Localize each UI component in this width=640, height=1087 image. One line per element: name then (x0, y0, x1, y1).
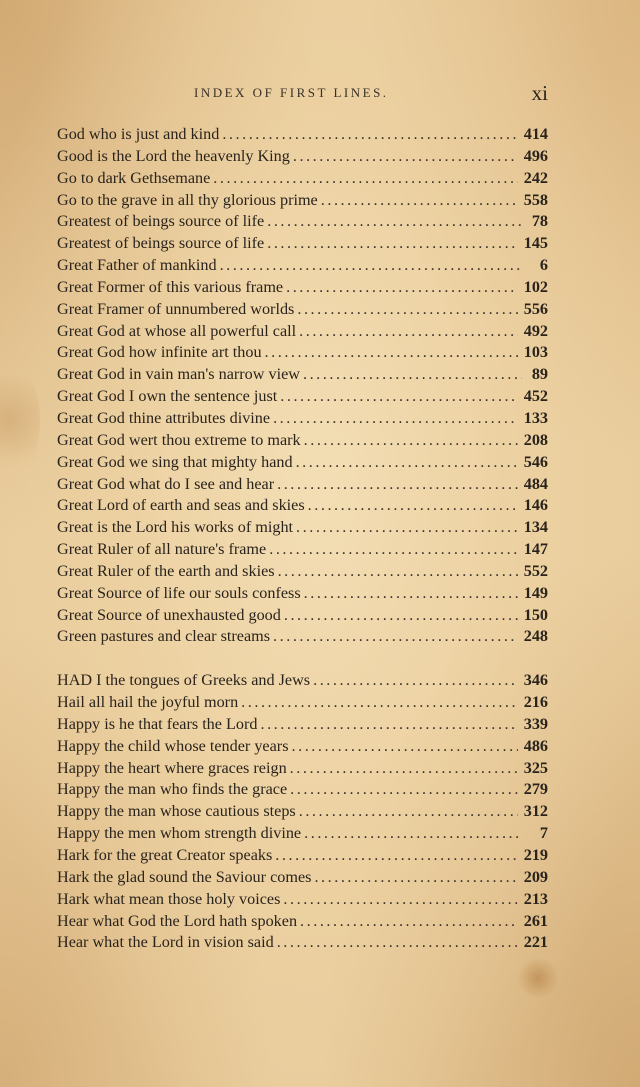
index-entry (57, 780, 548, 802)
dot-leader (296, 453, 518, 472)
first-line-text: Hear what God the Lord hath spoken (57, 911, 298, 930)
dot-leader (300, 912, 518, 931)
index-section (57, 671, 548, 955)
dot-leader (280, 387, 517, 406)
dot-leader (304, 824, 522, 843)
hymn-page-number: 261 (523, 911, 548, 930)
index-entry (57, 191, 548, 213)
dot-leader (273, 409, 518, 428)
first-line-text: Great God in vain man's narrow view (57, 365, 300, 384)
dot-leader (277, 475, 518, 494)
first-line-text: Greatest of beings source of life (57, 234, 265, 253)
paper-stain (516, 958, 560, 998)
hymn-page-number: 133 (523, 408, 548, 427)
first-line-text: HAD I the tongues of Greeks and Jews (57, 671, 311, 690)
index-entry (57, 606, 548, 628)
first-line-text: Great God thine attributes divine (57, 408, 271, 427)
hymn-page-number: 552 (523, 561, 548, 580)
index-entry (57, 125, 548, 147)
dot-leader (304, 431, 518, 450)
first-line-text: Good is the Lord the heavenly King (57, 146, 290, 165)
hymn-page-number: 134 (523, 518, 548, 537)
hymn-page-number: 150 (523, 605, 548, 624)
hymn-page-number: 414 (523, 125, 548, 143)
hymn-page-number: 325 (523, 758, 548, 777)
index-entry (57, 671, 548, 693)
dot-leader (286, 278, 518, 297)
hymn-page-number: 7 (539, 824, 548, 843)
dot-leader (277, 933, 518, 952)
index-entry (57, 802, 548, 824)
first-line-text: Hark the glad sound the Saviour comes (57, 867, 312, 886)
index-section (57, 125, 548, 649)
index-entry (57, 409, 548, 431)
hymn-page-number: 103 (523, 343, 548, 362)
running-title: INDEX OF FIRST LINES. (194, 85, 389, 100)
index-entry (57, 475, 548, 497)
dot-leader (220, 256, 522, 275)
first-line-text: Great Father of mankind (57, 256, 217, 275)
first-line-text: Happy the heart where graces reign (57, 758, 287, 777)
first-line-text: Great Source of life our souls confess (57, 583, 301, 602)
hymn-page-number: 492 (523, 321, 548, 340)
hymn-page-number: 452 (523, 387, 548, 406)
hymn-page-number: 242 (523, 168, 548, 187)
hymn-page-number: 248 (523, 627, 548, 646)
index-entry (57, 737, 548, 759)
dot-leader (284, 606, 518, 625)
index-entry (57, 147, 548, 169)
index-entry (57, 846, 548, 868)
hymn-page-number: 149 (523, 583, 548, 602)
dot-leader (241, 693, 518, 712)
hymn-page-number: 208 (523, 430, 548, 449)
first-line-text: Hark what mean those holy voices (57, 889, 281, 908)
index-entry (57, 890, 548, 912)
index-entry (57, 518, 548, 540)
hymn-page-number: 556 (523, 299, 548, 318)
hymn-page-number: 484 (523, 474, 548, 493)
first-line-text: Green pastures and clear streams (57, 627, 271, 646)
hymn-page-number: 213 (523, 889, 548, 908)
index-entry (57, 693, 548, 715)
paper-stain (0, 360, 40, 480)
first-line-text: Hark for the great Creator speaks (57, 846, 273, 864)
dot-leader (275, 846, 517, 865)
hymn-page-number: 486 (523, 736, 548, 755)
index-entry (57, 343, 548, 365)
dot-leader (260, 715, 517, 734)
first-line-text: Great Ruler of the earth and skies (57, 561, 275, 580)
index-entry (57, 431, 548, 453)
index-entry (57, 824, 548, 846)
hymn-page-number: 89 (531, 365, 548, 384)
first-line-text: Hail all hail the joyful morn (57, 693, 239, 712)
dot-leader (267, 234, 518, 253)
first-line-text: Great God wert thou extreme to mark (57, 430, 301, 449)
hymn-page-number: 279 (523, 780, 548, 799)
dot-leader (269, 540, 518, 559)
hymn-page-number: 209 (523, 867, 548, 886)
index-entry (57, 868, 548, 890)
index-entry (57, 169, 548, 191)
dot-leader (265, 343, 518, 362)
index-entry (57, 715, 548, 737)
first-line-text: God who is just and kind (57, 125, 220, 143)
first-line-text: Happy the man who finds the grace (57, 780, 288, 799)
first-line-text: Go to the grave in all thy glorious prime (57, 190, 318, 209)
index-entry (57, 365, 548, 387)
hymn-page-number: 6 (539, 256, 548, 275)
dot-leader (278, 562, 518, 581)
first-line-text: Great is the Lord his works of might (57, 518, 294, 537)
first-line-text: Great Former of this various frame (57, 277, 284, 296)
index-entry (57, 584, 548, 606)
hymn-page-number: 78 (531, 212, 548, 231)
index-entry (57, 759, 548, 781)
hymn-page-number: 147 (523, 540, 548, 559)
dot-leader (308, 496, 518, 515)
dot-leader (290, 759, 518, 778)
dot-leader (290, 780, 518, 799)
dot-leader (321, 191, 518, 210)
hymn-page-number: 146 (523, 496, 548, 515)
index-entry (57, 234, 548, 256)
first-line-text: Happy is he that fears the Lord (57, 714, 258, 733)
first-line-text: Great Framer of unnumbered worlds (57, 299, 295, 318)
dot-leader (296, 518, 518, 537)
index-entry (57, 540, 548, 562)
dot-leader (304, 584, 518, 603)
index-entry (57, 278, 548, 300)
dot-leader (213, 169, 517, 188)
dot-leader (292, 737, 518, 756)
first-line-text: Hear what the Lord in vision said (57, 933, 274, 952)
dot-leader (283, 890, 517, 909)
index-entry (57, 300, 548, 322)
first-line-text: Great Lord of earth and seas and skies (57, 496, 305, 515)
dot-leader (314, 868, 517, 887)
index-entry (57, 387, 548, 409)
hymn-page-number: 216 (523, 693, 548, 712)
index-entry (57, 933, 548, 955)
hymn-page-number: 312 (523, 802, 548, 821)
dot-leader (313, 671, 518, 690)
page-header (58, 81, 548, 106)
index-entry (57, 453, 548, 475)
first-line-text: Happy the men whom strength divine (57, 824, 302, 843)
dot-leader (299, 802, 518, 821)
first-line-text: Great Ruler of all nature's frame (57, 540, 267, 559)
first-line-text: Great God at whose all powerful call (57, 321, 297, 340)
hymn-page-number: 339 (523, 714, 548, 733)
index-entry (57, 912, 548, 934)
index-entry (57, 627, 548, 649)
hymn-page-number: 546 (523, 452, 548, 471)
dot-leader (222, 125, 517, 144)
hymn-page-number: 221 (523, 933, 548, 952)
hymn-page-number: 558 (523, 190, 548, 209)
index-entry (57, 212, 548, 234)
first-line-text: Happy the man whose cautious steps (57, 802, 296, 821)
first-line-text: Go to dark Gethsemane (57, 168, 211, 187)
hymn-page-number: 102 (523, 277, 548, 296)
index-entry (57, 562, 548, 584)
first-line-text: Happy the child whose tender years (57, 736, 289, 755)
dot-leader (297, 300, 517, 319)
dot-leader (273, 627, 518, 646)
page-number: xi (531, 81, 548, 105)
first-line-text: Great God I own the sentence just (57, 387, 278, 406)
first-line-text: Great God what do I see and hear (57, 474, 275, 493)
first-line-text: Great Source of unexhausted good (57, 605, 281, 624)
dot-leader (303, 365, 522, 384)
first-line-text: Greatest of beings source of life (57, 212, 265, 231)
dot-leader (299, 322, 518, 341)
hymn-page-number: 346 (523, 671, 548, 690)
hymn-page-number: 145 (523, 234, 548, 253)
first-line-text: Great God how infinite art thou (57, 343, 262, 362)
dot-leader (267, 212, 522, 231)
hymn-page-number: 496 (523, 146, 548, 165)
hymn-page-number: 219 (523, 846, 548, 864)
index-of-first-lines (57, 125, 548, 955)
dot-leader (293, 147, 518, 166)
index-entry (57, 496, 548, 518)
index-entry (57, 256, 548, 278)
first-line-text: Great God we sing that mighty hand (57, 452, 293, 471)
index-entry (57, 322, 548, 344)
